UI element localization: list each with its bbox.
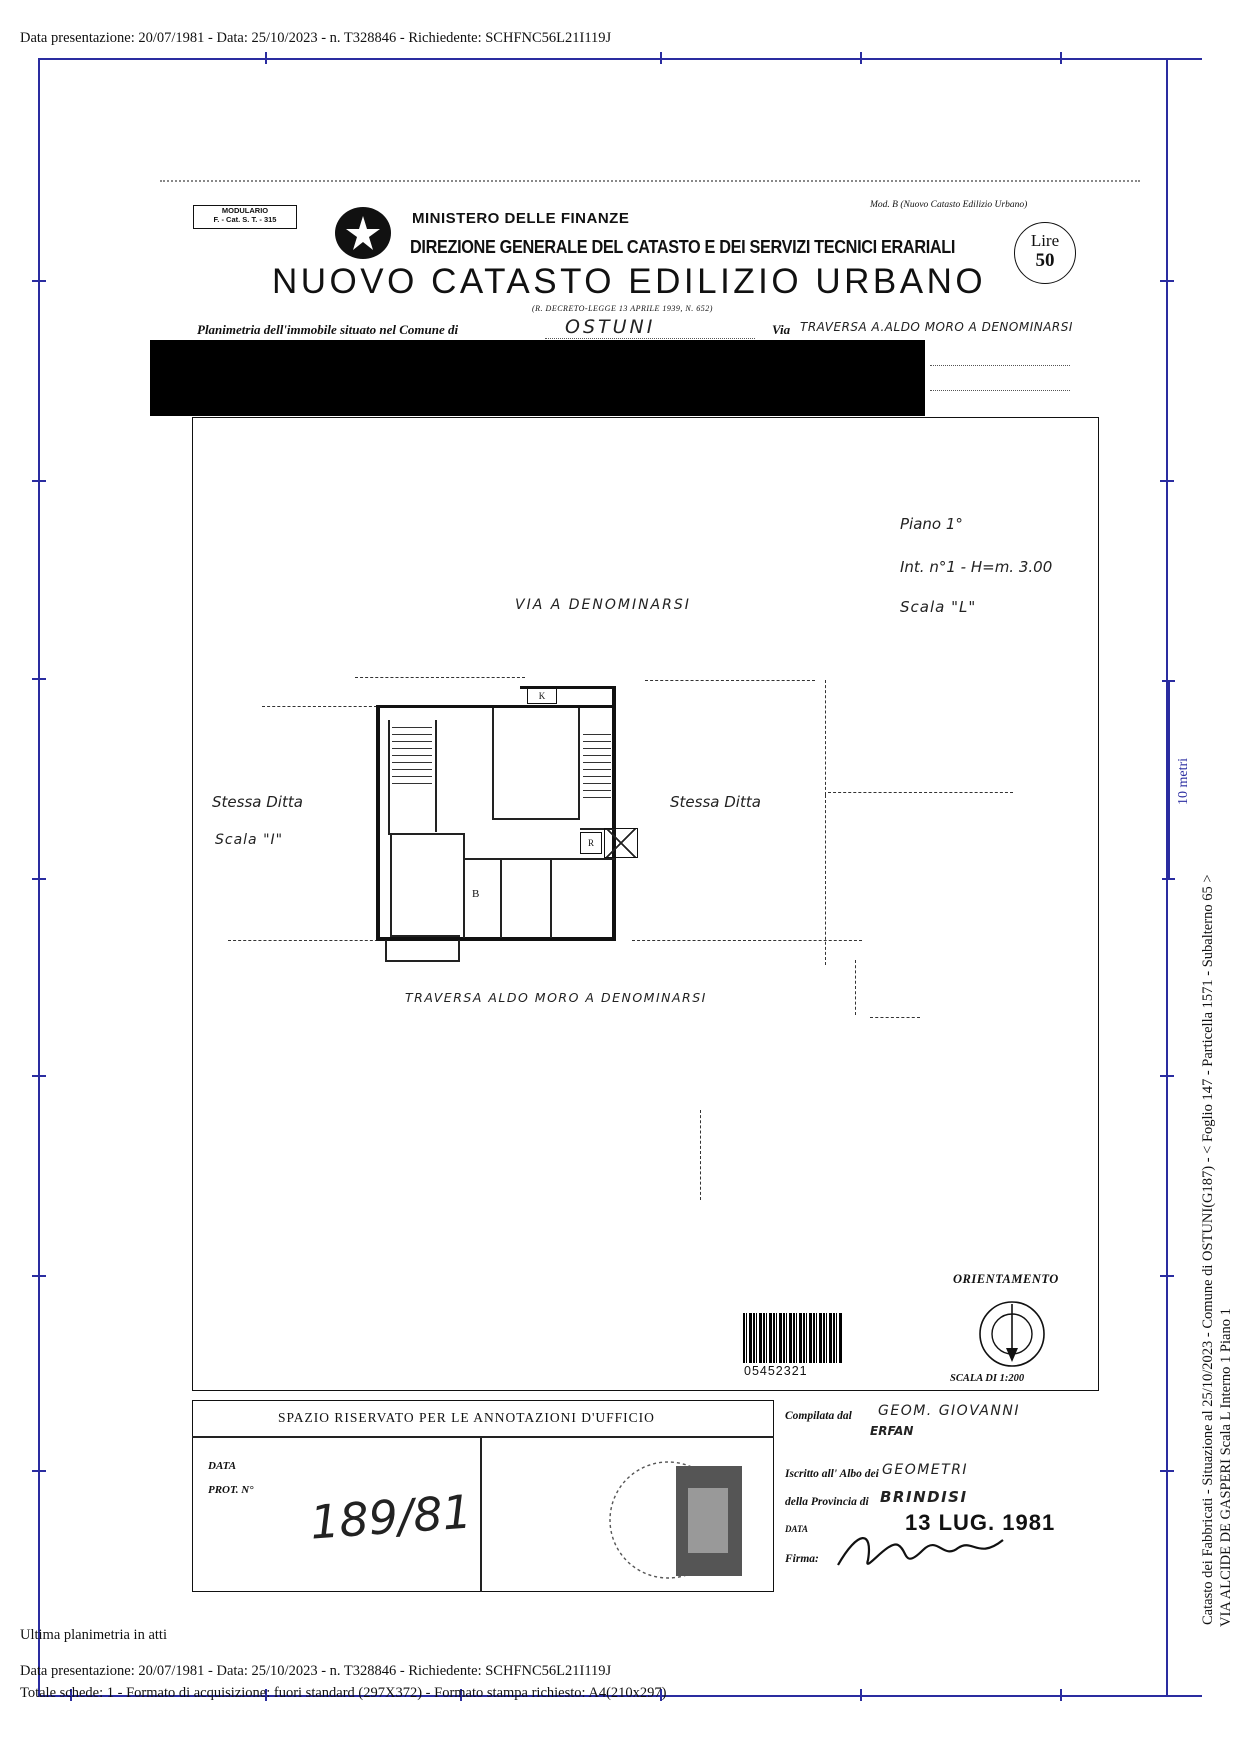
orientamento-label: ORIENTAMENTO xyxy=(953,1272,1059,1286)
ministry-name: MINISTERO DELLE FINANZE xyxy=(412,210,630,227)
via-label: Via xyxy=(772,322,791,337)
piano-label: Piano 1° xyxy=(900,515,963,533)
interno-label: Int. n°1 - H=m. 3.00 xyxy=(900,558,1053,576)
north-arrow-icon xyxy=(976,1298,1048,1370)
divider xyxy=(192,1436,774,1438)
bottom-line-2: Totale schede: 1 - Formato di acquisizione: fuori standard (297X372) - Formato stampa richiesto: A4(210x297) xyxy=(20,1685,667,1701)
iscritto-value: GEOMETRI xyxy=(882,1462,969,1478)
signature xyxy=(828,1520,1028,1580)
iscritto-label: Iscritto all' Albo dei xyxy=(785,1468,879,1480)
ultima-label: Ultima planimetria in atti xyxy=(20,1627,167,1643)
left-owner-label: Stessa Ditta xyxy=(212,793,303,811)
data-label: DATA xyxy=(208,1460,237,1472)
left-scala-label: Scala "I" xyxy=(215,832,284,848)
provincia-label: della Provincia di xyxy=(785,1496,869,1508)
modulario-box: MODULARIO F. - Cat. S. T. - 315 xyxy=(193,205,297,229)
barcode-number: 05452321 xyxy=(744,1364,808,1378)
compilata-value-2: ERFAN xyxy=(870,1424,914,1438)
prot-label: PROT. N° xyxy=(208,1484,254,1496)
barcode xyxy=(743,1313,843,1363)
stamp-lire: Lire 50 xyxy=(1014,222,1076,284)
dotted-line xyxy=(930,365,1070,366)
comune-value: OSTUNI xyxy=(565,316,656,338)
scale-bar-label: 10 metri xyxy=(1176,757,1191,805)
divider xyxy=(480,1436,482,1592)
annotazioni-title: SPAZIO RISERVATO PER LE ANNOTAZIONI D'UFFICIO xyxy=(278,1410,655,1425)
compilata-label: Compilata dal xyxy=(785,1410,852,1422)
form-title: NUOVO CATASTO EDILIZIO URBANO xyxy=(272,262,987,301)
planimetria-label: Planimetria dell'immobile situato nel Comune di xyxy=(197,322,459,337)
compilata-value: GEOM. GIOVANNI xyxy=(878,1403,1020,1419)
dotted-line xyxy=(545,338,755,339)
side-line-2: VIA ALCIDE DE GASPERI Scala L Interno 1 Piano 1 xyxy=(1218,1308,1234,1627)
via-value: TRAVERSA A.ALDO MORO A DENOMINARSI xyxy=(800,320,1073,334)
bottom-line-1: Data presentazione: 20/07/1981 - Data: 25/10/2023 - n. T328846 - Richiedente: SCHFNC56L21I119J xyxy=(20,1663,612,1679)
scan-noise xyxy=(160,180,1140,192)
header-line: Data presentazione: 20/07/1981 - Data: 25/10/2023 - n. T328846 - Richiedente: SCHFNC56L21I119J xyxy=(20,30,612,46)
prot-value: 189/81 xyxy=(308,1484,474,1550)
street-top-label: VIA A DENOMINARSI xyxy=(515,597,691,613)
redaction-block xyxy=(150,340,925,416)
data2-label: DATA xyxy=(785,1524,809,1534)
dotted-line xyxy=(930,390,1070,391)
data2-value: 13 LUG. 1981 xyxy=(905,1510,1056,1535)
mod-reference: Mod. B (Nuovo Catasto Edilizio Urbano) xyxy=(870,200,1028,210)
scala-di-label: SCALA DI 1:200 xyxy=(950,1373,1025,1384)
scala-l-label: Scala "L" xyxy=(900,598,977,616)
street-bottom-label: TRAVERSA ALDO MORO A DENOMINARSI xyxy=(405,990,707,1005)
side-line-1: Catasto dei Fabbricati - Situazione al 25/10/2023 - Comune di OSTUNI(G187) - < Foglio 147 - Particella 1571 - Subalterno 65 > xyxy=(1200,874,1216,1625)
provincia-value: BRINDISI xyxy=(880,1488,968,1506)
seal-icon xyxy=(588,1458,778,1583)
right-owner-label: Stessa Ditta xyxy=(670,793,761,811)
direction-name: DIREZIONE GENERALE DEL CATASTO E DEI SERVIZI TECNICI ERARIALI xyxy=(410,236,956,257)
emblem-icon xyxy=(332,204,394,262)
decree-ref: (R. DECRETO-LEGGE 13 APRILE 1939, N. 652) xyxy=(532,304,713,313)
firma-label: Firma: xyxy=(785,1553,819,1565)
